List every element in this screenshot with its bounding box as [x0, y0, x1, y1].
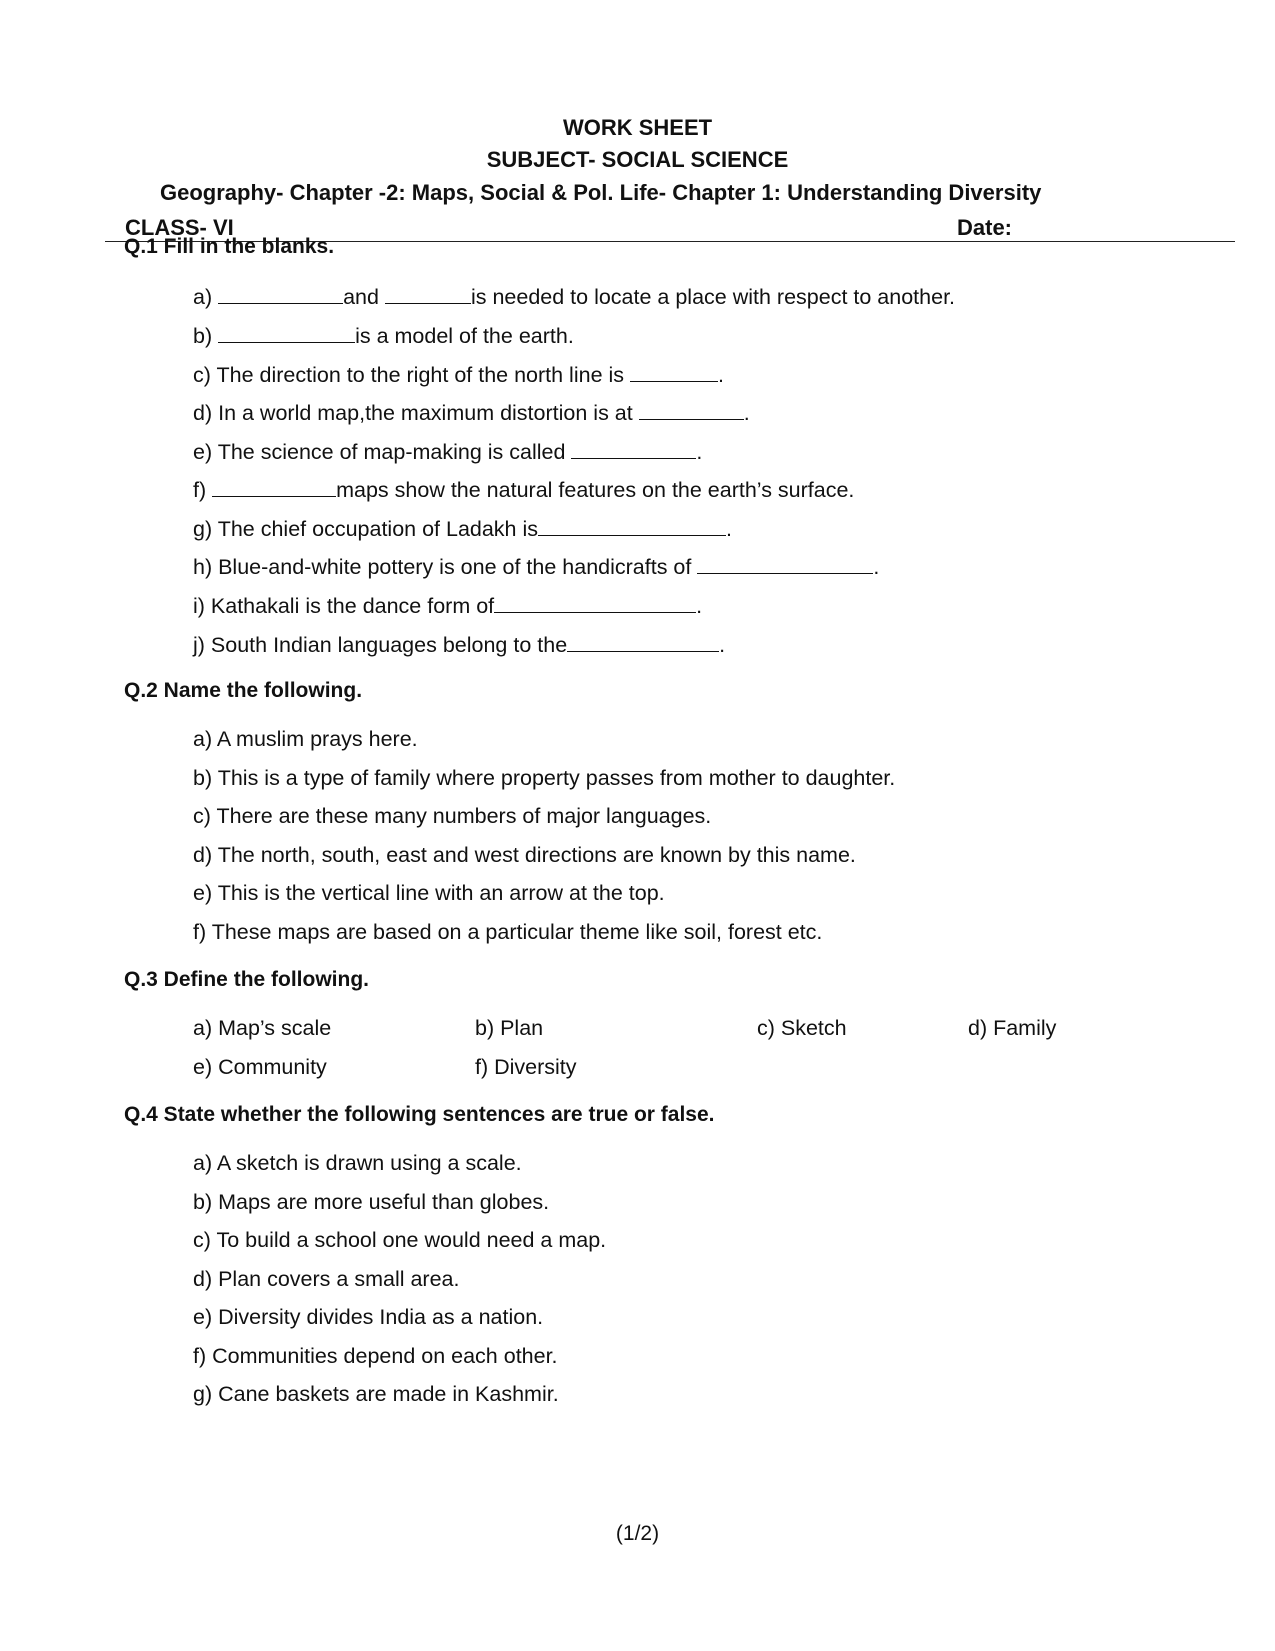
- q4-item: f) Communities depend on each other.: [193, 1344, 558, 1368]
- q1-item-text: .: [696, 440, 703, 464]
- q4-item: e) Diversity divides India as a nation.: [193, 1305, 544, 1329]
- q4-item: a) A sketch is drawn using a scale.: [193, 1151, 522, 1175]
- q3-item: c) Sketch: [757, 1016, 847, 1040]
- page-number: (1/2): [615, 1522, 660, 1545]
- q1-heading: Q.1 Fill in the blanks.: [124, 235, 335, 258]
- class-label: CLASS- VI: [125, 215, 234, 240]
- subject-line: SUBJECT- SOCIAL SCIENCE: [486, 147, 789, 172]
- q1-item-text: b): [193, 324, 219, 348]
- q4-item: b) Maps are more useful than globes.: [193, 1190, 550, 1214]
- answer-blank[interactable]: [218, 283, 343, 304]
- q1-item-c: [193, 361, 724, 388]
- answer-blank[interactable]: [385, 283, 471, 304]
- q1-item-text: .: [726, 517, 733, 541]
- answer-blank[interactable]: [567, 631, 719, 652]
- q1-item-i: [193, 592, 702, 619]
- q1-item-f: [193, 476, 854, 503]
- q2-item: f) These maps are based on a particular theme like soil, forest etc.: [193, 920, 823, 944]
- date-label: Date:: [957, 215, 1013, 240]
- q1-item-text: .: [696, 594, 703, 618]
- q1-item-text: maps show the natural features on the earth’s surface.: [336, 478, 855, 502]
- q1-item-text: .: [718, 363, 724, 387]
- q1-item-text: is needed to locate a place with respect to another.: [470, 285, 956, 309]
- q3-item: f) Diversity: [475, 1055, 577, 1079]
- q3-item: a) Map’s scale: [193, 1016, 332, 1040]
- answer-blank[interactable]: [639, 399, 744, 420]
- q2-item: b) This is a type of family where property passes from mother to daughter.: [193, 766, 896, 790]
- q1-item-d: [193, 399, 750, 426]
- q1-item-h: [193, 553, 879, 580]
- q1-item-text: d) In a world map,the maximum distortion is at: [193, 401, 639, 425]
- q1-item-b: [193, 322, 574, 349]
- q1-item-text: f): [193, 478, 213, 502]
- q1-item-g: [193, 515, 732, 542]
- q1-item-text: .: [719, 633, 726, 657]
- q1-item-j: [193, 631, 725, 658]
- answer-blank[interactable]: [571, 438, 696, 459]
- q4-heading: Q.4 State whether the following sentences are true or false.: [124, 1103, 715, 1126]
- q4-item: g) Cane baskets are made in Kashmir.: [193, 1382, 559, 1406]
- q2-item: e) This is the vertical line with an arrow at the top.: [193, 881, 665, 905]
- answer-blank[interactable]: [630, 361, 718, 382]
- q1-item-text: j) South Indian languages belong to the: [193, 633, 568, 657]
- q1-item-text: .: [743, 401, 750, 425]
- answer-blank[interactable]: [697, 553, 873, 574]
- q2-item: a) A muslim prays here.: [193, 727, 418, 751]
- chapter-line: Geography- Chapter -2: Maps, Social & Pol. Life- Chapter 1: Understanding Diversity: [160, 180, 1042, 205]
- q4-item: c) To build a school one would need a map.: [193, 1228, 607, 1252]
- q1-item-e: [193, 438, 702, 465]
- answer-blank[interactable]: [212, 476, 336, 497]
- q1-item-text: .: [873, 555, 880, 579]
- answer-blank[interactable]: [538, 515, 726, 536]
- q3-item: e) Community: [193, 1055, 327, 1079]
- q1-item-text: i) Kathakali is the dance form of: [193, 594, 495, 618]
- q2-heading: Q.2 Name the following.: [124, 679, 363, 702]
- q1-item-text: a): [193, 285, 219, 309]
- q1-item-text: e) The science of map-making is called: [193, 440, 572, 464]
- answer-blank[interactable]: [494, 592, 696, 613]
- q3-item: d) Family: [968, 1016, 1057, 1040]
- q2-item: d) The north, south, east and west directions are known by this name.: [193, 843, 856, 867]
- answer-blank[interactable]: [218, 322, 355, 343]
- q4-item: d) Plan covers a small area.: [193, 1267, 460, 1291]
- q3-heading: Q.3 Define the following.: [124, 968, 370, 991]
- q1-item-text: g) The chief occupation of Ladakh is: [193, 517, 539, 541]
- q1-item-text: h) Blue-and-white pottery is one of the handicrafts of: [193, 555, 698, 579]
- q1-item-text: and: [343, 285, 385, 309]
- worksheet-title: WORK SHEET: [562, 115, 713, 140]
- q1-item-text: is a model of the earth.: [355, 324, 574, 348]
- q2-item: c) There are these many numbers of major languages.: [193, 804, 712, 828]
- q1-item-text: c) The direction to the right of the north line is: [193, 363, 631, 387]
- q3-item: b) Plan: [475, 1016, 544, 1040]
- q1-item-a: [193, 283, 955, 310]
